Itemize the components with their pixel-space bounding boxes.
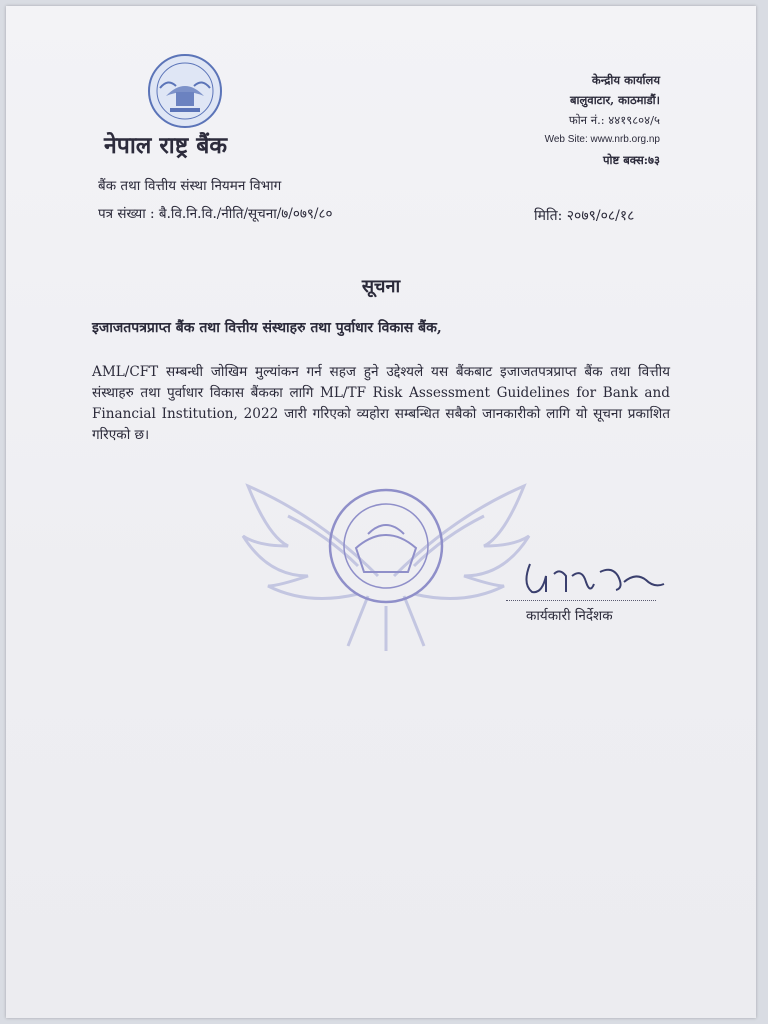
nrb-logo xyxy=(146,52,224,130)
phone-number: फोन नं.: ४४१९८०४/५ xyxy=(568,113,660,127)
address-block xyxy=(545,70,660,170)
notice-salutation: इजाजतपत्रप्राप्त बैंक तथा वित्तीय संस्थाहरु तथा पुर्वाधार विकास बैंक, xyxy=(92,320,442,336)
notice-body: AML/CFT सम्बन्धी जोखिम मुल्यांकन गर्न सहज हुने उद्देश्यले यस बैंकबाट इजाजतपत्रप्राप्त बैंक तथा वित्तीय संस्थाहरु तथा पुर्वाधार विकास बैंकका लागि ML/TF Risk Assessment Guidelines for Bank and Financial Institution, 2022 जारी गरिएको व्यहोरा सम्बन्धित सबैको जानकारीको लागि यो सूचना प्रकाशित गरिएको छ। xyxy=(92,364,670,443)
signature-line xyxy=(506,600,656,601)
signatory-title: कार्यकारी निर्देशक xyxy=(526,608,613,624)
letter-page xyxy=(6,6,756,1018)
letter-date: मिति: २०७९/०८/१८ xyxy=(534,208,635,224)
office-location: बालुवाटार, काठमाडौं। xyxy=(569,93,660,107)
bank-name: नेपाल राष्ट्र बैंक xyxy=(104,132,227,159)
notice-title: सूचना xyxy=(361,276,401,297)
department-name: बैंक तथा वित्तीय संस्था नियमन विभाग xyxy=(98,178,282,194)
reference-number: पत्र संख्या : बै.वि.नि.वि./नीति/सूचना/७/०७९/८० xyxy=(98,206,333,222)
official-seal-emblem xyxy=(228,476,544,656)
office-name: केन्द्रीय कार्यालय xyxy=(591,73,660,87)
handwritten-signature xyxy=(520,554,670,604)
website: Web Site: www.nrb.org.np xyxy=(544,134,660,145)
po-box: पोष्ट बक्स:७३ xyxy=(603,153,660,167)
